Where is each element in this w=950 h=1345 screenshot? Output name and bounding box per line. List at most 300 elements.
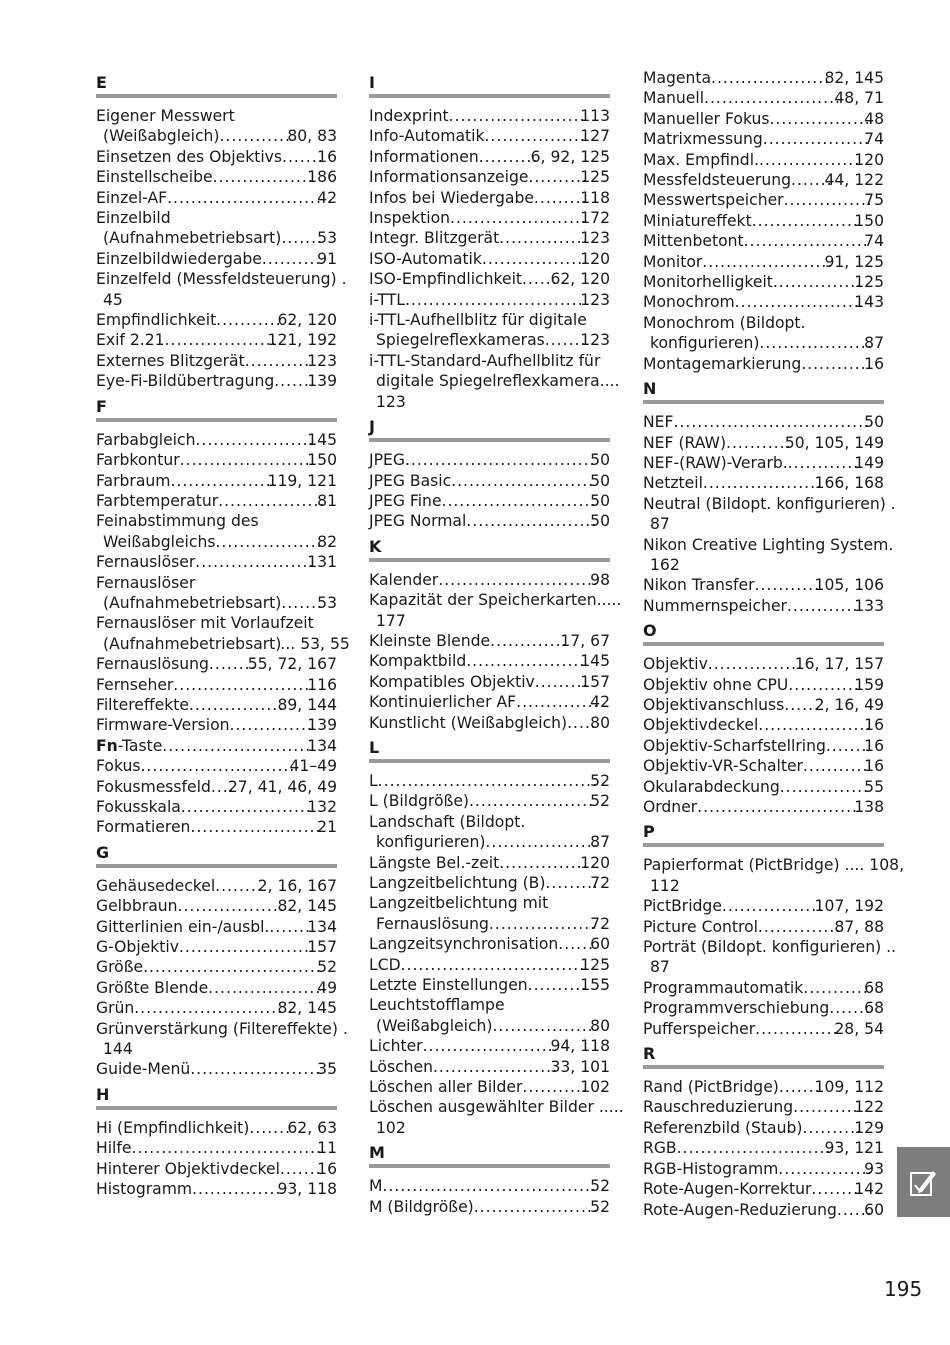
- entry-pages: 93, 121: [824, 1139, 884, 1158]
- leader-dots: [144, 957, 323, 977]
- entry-line: [643, 292, 884, 312]
- index-entry: [369, 1176, 610, 1196]
- index-entry: [643, 998, 884, 1018]
- entry-line: [96, 552, 337, 572]
- entry-pages: 2, 16, 49: [814, 695, 884, 714]
- entry-pages: 123: [580, 331, 610, 350]
- leader-dots: [486, 126, 587, 146]
- leader-dots: [219, 491, 323, 511]
- index-entry: [369, 570, 610, 590]
- index-entry: [96, 957, 337, 977]
- entry-line: [643, 978, 884, 998]
- index-entry: [643, 1200, 884, 1220]
- entry-pages: 17, 67: [560, 631, 610, 650]
- entry-pages: 72: [590, 914, 610, 933]
- index-entry: [643, 596, 884, 616]
- index-entry: [643, 354, 884, 374]
- entry-term: Gelbbraun: [96, 897, 178, 916]
- entry-line: [369, 771, 610, 791]
- index-entry: [643, 715, 884, 735]
- entry-term: Objektiv: [643, 655, 708, 674]
- entry-term: Löschen ausgewählter Bilder .....: [369, 1098, 624, 1117]
- entry-line: [643, 88, 884, 108]
- entry-line: [643, 777, 884, 797]
- entry-pages: 157: [307, 938, 337, 957]
- entry-line: [96, 167, 337, 187]
- entry-line: [643, 695, 884, 715]
- entry-line: [369, 651, 610, 671]
- index-entry: [96, 715, 337, 735]
- chapter-tab: [897, 1147, 950, 1217]
- index-entry: [369, 511, 610, 531]
- index-entry: [369, 934, 610, 954]
- entry-term: NEF: [643, 413, 674, 432]
- entry-pages: 45: [103, 290, 123, 309]
- index-entry: [369, 1077, 610, 1097]
- entry-term: Einzelbildwiedergabe: [96, 249, 262, 268]
- index-entry: [643, 412, 884, 432]
- entry-pages: 172: [580, 209, 610, 228]
- index-entry: [643, 1097, 884, 1117]
- entry-line: [96, 998, 337, 1018]
- entry-term: Größte Blende: [96, 978, 209, 997]
- entry-line: [96, 269, 347, 289]
- entry-term: Indexprint: [369, 107, 449, 125]
- entry-pages: 93, 118: [277, 1180, 337, 1199]
- entry-line: [650, 514, 884, 534]
- index-entry: [96, 777, 337, 797]
- leader-dots: [196, 430, 313, 450]
- entry-term: Kontinuierlicher AF: [369, 693, 517, 712]
- leader-dots: [804, 756, 870, 776]
- leader-dots: [191, 1059, 323, 1079]
- entry-term: Programmverschiebung: [643, 999, 830, 1018]
- entry-line: [650, 555, 884, 575]
- leader-dots: [774, 272, 860, 292]
- entry-term: Einstellscheibe: [96, 168, 213, 187]
- entry-term: Max. Empfindl.: [643, 150, 759, 169]
- entry-line: [369, 1077, 610, 1097]
- index-section: [643, 616, 884, 817]
- entry-line: [643, 150, 884, 170]
- entry-pages: 68: [864, 999, 884, 1018]
- entry-pages: 50: [590, 451, 610, 470]
- index-entry: [96, 675, 337, 695]
- leader-dots: [406, 290, 586, 310]
- leader-dots: [704, 473, 821, 493]
- leader-dots: [451, 208, 586, 228]
- entry-line: [96, 330, 337, 350]
- entry-pages: 74: [864, 130, 884, 149]
- leader-dots: [698, 797, 860, 817]
- entry-line: [96, 491, 337, 511]
- entry-line: [369, 791, 610, 811]
- entry-pages: 143: [854, 293, 884, 312]
- entry-pages: 74: [864, 232, 884, 251]
- entry-pages: 80: [590, 1016, 610, 1035]
- index-entry: [369, 188, 610, 208]
- leader-dots: [535, 188, 586, 208]
- entry-line: [643, 654, 884, 674]
- leader-dots: [491, 631, 566, 651]
- entry-pages: 186: [307, 168, 337, 187]
- entry-line: [643, 453, 884, 473]
- entry-line: [96, 978, 337, 998]
- index-entry: [369, 310, 610, 351]
- index-entry: [643, 1179, 884, 1199]
- leader-dots: [760, 333, 870, 353]
- index-entry: [96, 552, 337, 572]
- entry-term: Langzeitsynchronisation: [369, 935, 559, 954]
- entry-pages: 87: [650, 958, 670, 977]
- entry-term: Fernauslösung: [96, 655, 209, 674]
- entry-pages: 139: [307, 372, 337, 391]
- index-entry: [369, 873, 610, 893]
- entry-line: [369, 167, 610, 187]
- index-entry: [96, 736, 337, 756]
- entry-pages: 52: [590, 1197, 610, 1216]
- entry-term: Pufferspeicher: [643, 1019, 756, 1038]
- entry-term: Fn-Taste: [96, 736, 163, 755]
- entry-line: [369, 1197, 610, 1217]
- section-letter: G: [96, 838, 337, 868]
- entry-term: Farbkontur: [96, 451, 180, 470]
- index-section: [369, 532, 622, 733]
- entry-term: ISO-Automatik: [369, 249, 482, 268]
- leader-dots: [439, 570, 596, 590]
- entry-line: [96, 675, 337, 695]
- entry-term: Externes Blitzgerät: [96, 351, 245, 370]
- entry-term: Exif 2.21: [96, 331, 165, 350]
- entry-line: [643, 998, 884, 1018]
- entry-term: JPEG Fine: [369, 491, 442, 510]
- entry-term: Größe: [96, 958, 144, 977]
- entry-line: [103, 228, 337, 248]
- entry-pages: 87: [650, 515, 670, 534]
- entry-term: Hi (Empfindlichkeit): [96, 1118, 250, 1137]
- index-entry: [369, 491, 610, 511]
- entry-line: [643, 211, 884, 231]
- entry-pages: 131: [307, 553, 337, 572]
- section-letter: E: [96, 68, 337, 98]
- leader-dots: [678, 1138, 831, 1158]
- entry-term: Magenta: [643, 69, 712, 87]
- index-entry: [643, 978, 884, 998]
- index-entry: [96, 106, 337, 147]
- entry-pages: 53: [317, 593, 337, 612]
- index-entry: [643, 1118, 884, 1138]
- leader-dots: [745, 231, 871, 251]
- index-entry: [96, 188, 337, 208]
- entry-pages: 109, 112: [814, 1078, 884, 1097]
- index-section: [369, 68, 620, 412]
- index-entry: [369, 651, 610, 671]
- entry-pages: 123: [580, 229, 610, 248]
- entry-line: [369, 955, 610, 975]
- entry-line: [643, 433, 884, 453]
- leader-dots: [529, 975, 587, 995]
- index-section: [369, 1138, 610, 1217]
- entry-line: [643, 231, 884, 251]
- entry-pages: 91: [317, 249, 337, 268]
- entry-line: [643, 354, 884, 374]
- entry-pages: 55, 72, 167: [247, 655, 337, 674]
- entry-line: [96, 471, 337, 491]
- entry-term: Langzeitbelichtung mit: [369, 894, 549, 913]
- entry-line: [96, 1138, 337, 1158]
- index-entry: [643, 535, 894, 576]
- index-entry: [643, 170, 884, 190]
- index-entry: [643, 1159, 884, 1179]
- index-entry: [643, 88, 884, 108]
- entry-pages: 116: [307, 675, 337, 694]
- index-entry: [369, 713, 610, 733]
- entry-pages: 91, 125: [824, 252, 884, 271]
- entry-line: [96, 106, 337, 126]
- index-entry: [96, 1159, 337, 1179]
- entry-pages: 80: [590, 713, 610, 732]
- leader-dots: [723, 896, 821, 916]
- entry-pages: 145: [580, 652, 610, 671]
- entry-line: [96, 430, 337, 450]
- index-entry: [96, 797, 337, 817]
- leader-dots: [174, 675, 313, 695]
- entry-term: Löschen aller Bilder: [369, 1078, 523, 1097]
- entry-term: Matrixmessung: [643, 130, 763, 149]
- index-entry: [96, 978, 337, 998]
- index-entry: [96, 654, 337, 674]
- entry-term: Farbraum: [96, 471, 171, 490]
- index-entry: [96, 371, 337, 391]
- entry-line: [369, 249, 610, 269]
- page-number: 195: [884, 1277, 923, 1301]
- leader-dots: [709, 654, 801, 674]
- section-letter: R: [643, 1039, 884, 1069]
- entry-pages: 157: [580, 672, 610, 691]
- index-entry: [96, 917, 337, 937]
- entry-pages: 16: [317, 1159, 337, 1178]
- leader-dots: [500, 853, 586, 873]
- leader-dots: [475, 1197, 596, 1217]
- entry-pages: 119, 121: [267, 471, 337, 490]
- index-entry: [96, 573, 337, 614]
- leader-dots: [736, 292, 861, 312]
- entry-term: RGB-Histogramm: [643, 1159, 779, 1178]
- index-entry: [369, 147, 610, 167]
- entry-term: Empfindlichkeit: [96, 311, 217, 330]
- entry-term: Neutral (Bildopt. konfigurieren) .: [643, 494, 896, 513]
- entry-term: Manueller Fokus: [643, 109, 770, 128]
- index-entry: [369, 1097, 624, 1138]
- leader-dots: [703, 252, 830, 272]
- index-entry: [369, 672, 610, 692]
- entry-term: Informationsanzeige: [369, 168, 529, 187]
- leader-dots: [168, 188, 323, 208]
- leader-dots: [779, 1159, 870, 1179]
- entry-line: [96, 147, 337, 167]
- leader-dots: [789, 453, 861, 473]
- entry-term: Einzelfeld (Messfeldsteuerung) .: [96, 270, 347, 289]
- entry-term: Fernauslöser: [96, 553, 196, 572]
- index-entry: [643, 252, 884, 272]
- entry-line: [369, 471, 610, 491]
- leader-dots: [166, 330, 274, 350]
- index-entry: [369, 975, 610, 995]
- leader-dots: [705, 88, 840, 108]
- section-letter: M: [369, 1138, 610, 1168]
- entry-line: [643, 1019, 884, 1039]
- leader-dots: [771, 109, 871, 129]
- entry-pages: 113: [580, 107, 610, 125]
- index-entry: [643, 313, 884, 354]
- entry-term: G-Objektiv: [96, 938, 179, 957]
- entry-pages: 94, 118: [550, 1037, 610, 1056]
- entry-line: [643, 109, 884, 129]
- leader-dots: [193, 1179, 283, 1199]
- entry-term: Objektivanschluss: [643, 695, 785, 714]
- entry-term: Inspektion: [369, 209, 450, 228]
- index-section: [96, 838, 348, 1080]
- entry-line: [376, 371, 620, 391]
- entry-line: [96, 573, 337, 593]
- entry-line: [96, 1118, 337, 1138]
- entry-term: Informationen: [369, 147, 479, 166]
- entry-pages: 162: [650, 555, 680, 574]
- entry-pages: 145: [307, 430, 337, 449]
- entry-term: Rauschreduzierung: [643, 1098, 794, 1117]
- index-column-3: [643, 68, 905, 1220]
- entry-line: [643, 715, 884, 735]
- entry-line: [96, 876, 337, 896]
- entry-pages: 62, 63: [287, 1118, 337, 1137]
- entry-term: Monochrom (Bildopt.: [643, 313, 806, 332]
- entry-line: [369, 351, 610, 371]
- entry-term: JPEG Basic: [369, 471, 452, 490]
- entry-pages: ... 53, 55: [280, 634, 350, 653]
- index-entry: [643, 150, 884, 170]
- index-entry: [96, 937, 337, 957]
- entry-pages: 125: [854, 273, 884, 292]
- entry-term: Feinabstimmung des: [96, 512, 259, 531]
- entry-line: [369, 893, 610, 913]
- index-entry: [96, 491, 337, 511]
- entry-pages: 50: [590, 512, 610, 531]
- entry-pages: 72: [590, 874, 610, 892]
- index-entry: [643, 1138, 884, 1158]
- entry-term: Einzel-AF: [96, 188, 168, 207]
- index-entry: [369, 249, 610, 269]
- entry-term: Nikon Transfer: [643, 576, 755, 595]
- leader-dots: [402, 955, 587, 975]
- entry-line: [643, 596, 884, 616]
- entry-pages: 112: [650, 876, 680, 895]
- entry-term: Objektiv-Scharfstellring: [643, 736, 826, 755]
- entry-line: [643, 412, 884, 432]
- entry-pages: 123: [307, 351, 337, 370]
- leader-dots: [764, 129, 870, 149]
- index-entry: [643, 756, 884, 776]
- leader-dots: [142, 756, 296, 776]
- index-entry: [96, 430, 337, 450]
- entry-line: [96, 695, 337, 715]
- entry-term: Fokusskala: [96, 798, 181, 816]
- entry-pages: 52: [590, 1177, 610, 1196]
- pencil-check-icon: [909, 1167, 937, 1197]
- entry-pages: 134: [307, 917, 337, 936]
- entry-pages: 42: [317, 188, 337, 207]
- entry-line: [369, 1176, 610, 1196]
- entry-term: Montagemarkierung: [643, 354, 802, 373]
- index-section: [369, 412, 610, 532]
- index-entry: [96, 511, 337, 552]
- leader-dots: [217, 310, 283, 330]
- entry-term: Miniatureffekt: [643, 211, 752, 230]
- index-entry: [369, 955, 610, 975]
- leader-dots: [181, 450, 314, 470]
- index-entry: [369, 1197, 610, 1217]
- entry-pages: 150: [307, 451, 337, 470]
- entry-line: [369, 228, 610, 248]
- leader-dots: [546, 873, 596, 893]
- entry-line: [643, 896, 884, 916]
- entry-pages: 49: [317, 978, 337, 997]
- entry-line: [643, 1200, 884, 1220]
- entry-pages: 16: [864, 736, 884, 755]
- leader-dots: [756, 1019, 840, 1039]
- entry-term: Papierformat (PictBridge) .... 108,: [643, 856, 905, 875]
- leader-dots: [132, 1138, 323, 1158]
- entry-pages: 50: [590, 471, 610, 490]
- entry-term: Grün: [96, 999, 135, 1018]
- entry-pages: 75: [864, 191, 884, 210]
- index-entry: [369, 692, 610, 712]
- leader-dots: [812, 1179, 860, 1199]
- entry-term: LCD: [369, 955, 401, 974]
- index-entry: [96, 613, 350, 654]
- entry-term: Kompaktbild: [369, 652, 467, 671]
- entry-line: [96, 937, 337, 957]
- index-entry: [96, 896, 337, 916]
- entry-term: Einzelbild: [96, 209, 171, 228]
- section-letter: P: [643, 817, 884, 847]
- index-entry: [369, 450, 610, 470]
- index-section: [643, 1039, 884, 1220]
- index-entry: [643, 937, 897, 978]
- section-letter: L: [369, 733, 610, 763]
- entry-line: [96, 1019, 348, 1039]
- leader-dots: [529, 167, 586, 187]
- leader-dots: [163, 736, 313, 756]
- entry-term: Grünverstärkung (Filtereffekte) .: [96, 1019, 348, 1038]
- entry-term: Kunstlicht (Weißabgleich): [369, 713, 568, 732]
- entry-pages: 42: [590, 693, 610, 712]
- index-entry: [96, 1138, 337, 1158]
- entry-term: (Weißabgleich): [376, 1016, 493, 1035]
- entry-pages: 16: [317, 147, 337, 166]
- entry-term: konfigurieren): [376, 833, 486, 852]
- index-entry: [369, 812, 610, 853]
- entry-pages: 149: [854, 453, 884, 472]
- leader-dots: [221, 126, 294, 146]
- index-entry: [369, 290, 610, 310]
- entry-term: Mittenbetont: [643, 232, 744, 251]
- leader-dots: [470, 791, 596, 811]
- index-section: [96, 392, 350, 838]
- section-letter: I: [369, 68, 610, 98]
- entry-line: [643, 937, 897, 957]
- index-entry: [369, 1057, 610, 1077]
- leader-dots: [760, 150, 860, 170]
